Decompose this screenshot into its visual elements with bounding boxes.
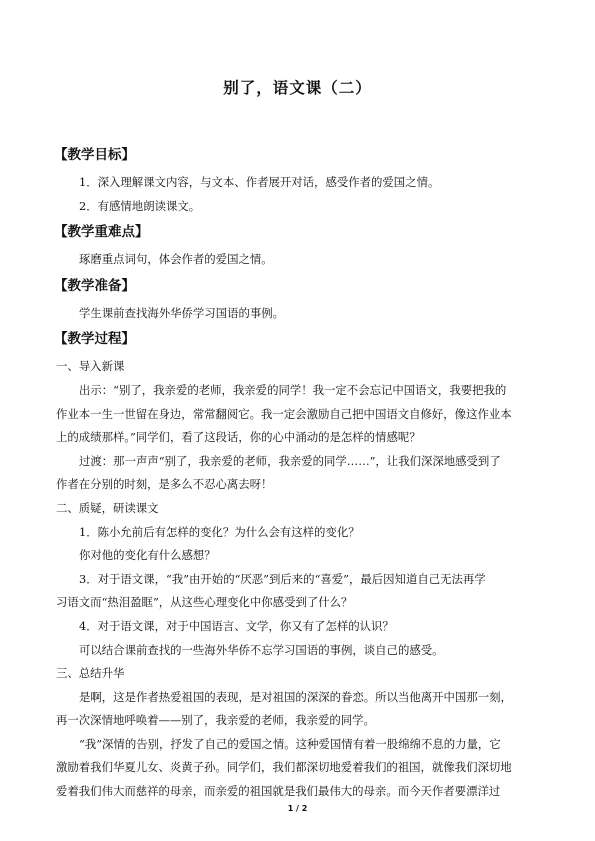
process-part-title: 二、质疑，研读课文 [56, 500, 159, 515]
paragraph-line: 你对他的变化有什么感想？ [79, 548, 216, 563]
heading-key-points: 【教学重难点】 [54, 224, 149, 241]
goal-item: 2．有感情地朗读课文。 [79, 198, 201, 213]
goal-item: 1．深入理解课文内容，与文本、作者展开对话，感受作者的爱国之情。 [79, 175, 440, 189]
paragraph-line: 爱着我们伟大而慈祥的母亲，而亲爱的祖国就是我们最伟大的母亲。而今天作者要漂洋过 [56, 784, 501, 799]
paragraph-line: “我”深情的告别，抒发了自己的爱国之情。这种爱国情有着一股绵绵不息的力量，它 [79, 736, 501, 751]
heading-preparation: 【教学准备】 [54, 277, 135, 294]
paragraph-line: 激励着我们华夏儿女、炎黄子孙。同学们，我们都深切地爱着我们的祖国，就像我们深切地 [56, 760, 512, 775]
paragraph-line: 习语文而“热泪盈眶”，从这些心理变化中你感受到了什么？ [56, 595, 353, 610]
paragraph-line: 是啊，这是作者热爱祖国的表现，是对祖国的深深的眷恋。所以当他离开中国那一刻， [79, 689, 512, 704]
process-part-title: 三、总结升华 [56, 666, 125, 681]
process-part-title: 一、导入新课 [56, 359, 125, 374]
paragraph-line: 出示：“别了，我亲爱的老师，我亲爱的同学！我一定不会忘记中国语文，我要把我的 [79, 382, 507, 397]
paragraph-line: 3．对于语文课，“我”由开始的“厌恶”到后来的“喜爱”，最后因知道自己无法再学 [79, 571, 486, 586]
heading-process: 【教学过程】 [54, 331, 135, 348]
paragraph-line: 4．对于语文课，对于中国语言、文学，你又有了怎样的认识？ [79, 618, 394, 633]
paragraph-line: 再一次深情地呼唤着——别了，我亲爱的老师，我亲爱的同学。 [56, 713, 375, 728]
paragraph-line: 上的成绩那样。”同学们，看了这段话，你的心中涌动的是怎样的情感呢？ [56, 430, 421, 445]
paragraph-line: 可以结合课前查找的一些海外华侨不忘学习国语的事例，谈自己的感受。 [79, 642, 444, 657]
preparation-text: 学生课前查找海外华侨学习国语的事例。 [79, 305, 285, 320]
paragraph-line: 作业本一生一世留在身边，常常翻阅它。我一定会激励自己把中国语文自修好，像这作业本 [56, 406, 512, 421]
page-number: 1 / 2 [287, 804, 308, 813]
key-points-text: 琢磨重点词句，体会作者的爱国之情。 [79, 252, 273, 267]
paragraph-line: 1．陈小允前后有怎样的变化？为什么会有这样的变化？ [79, 524, 360, 539]
paragraph-line: 过渡：那一声声“别了，我亲爱的老师，我亲爱的同学……”，让我们深深地感受到了 [79, 453, 501, 468]
paragraph-line: 作者在分别的时刻，是多么不忍心离去呀！ [56, 477, 273, 492]
page-title: 别了，语文课（二） [223, 79, 372, 97]
document-body [56, 145, 546, 804]
heading-goals: 【教学目标】 [54, 147, 135, 163]
